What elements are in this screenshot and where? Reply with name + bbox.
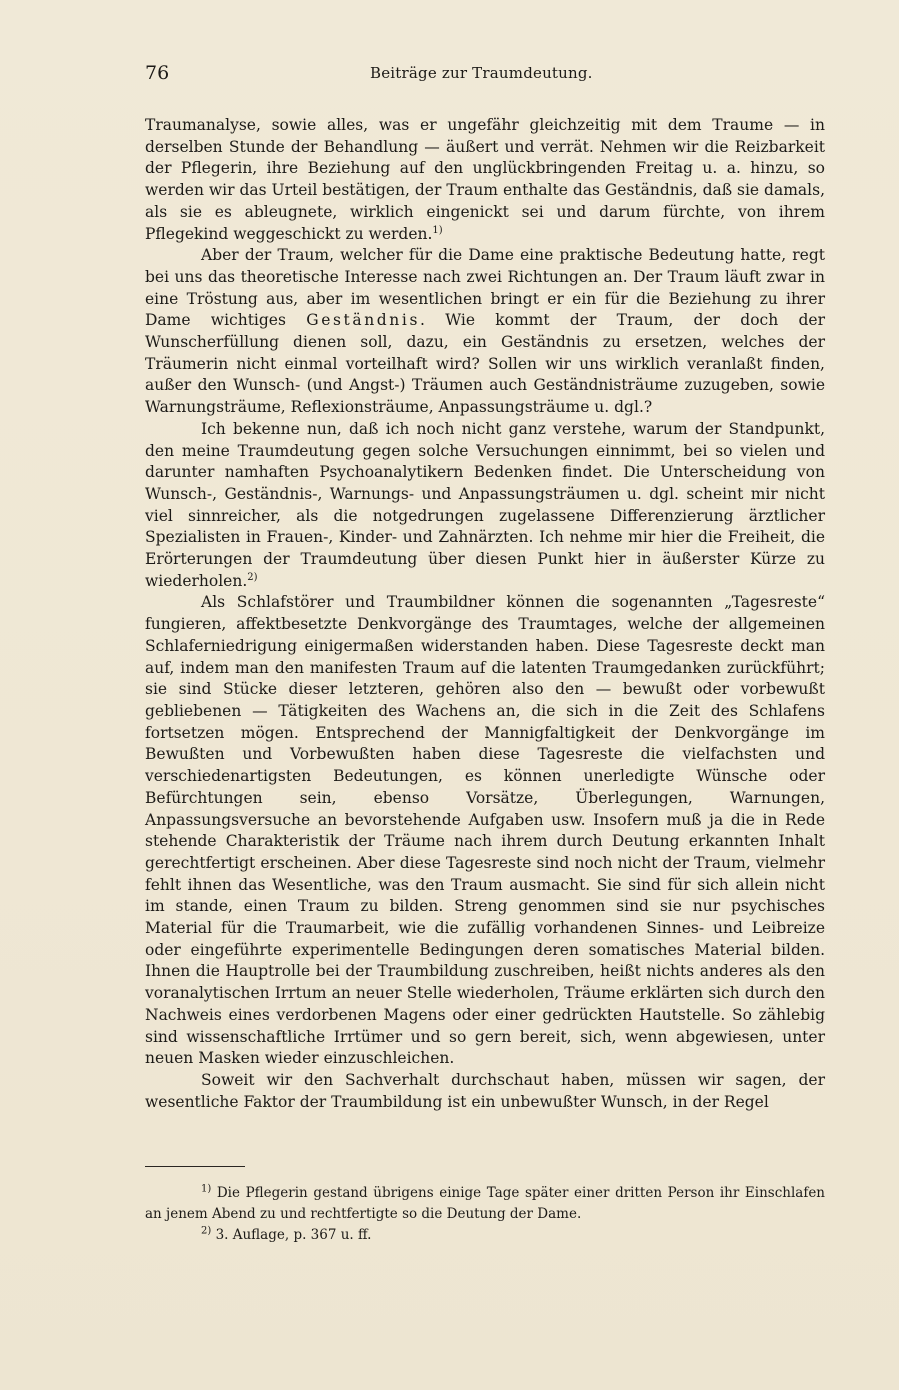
footnote-text: Die Pflegerin gestand übrigens einige Tage später einer dritten Person ihr Einschlafen an jenem Abend zu und rechtfertigte so die Deutung der Dame.	[145, 1185, 826, 1222]
paragraph-5	[145, 1070, 825, 1113]
footnote-text: 3. Auflage, p. 367 u. ff.	[215, 1227, 372, 1243]
footnote-marker: 2)	[201, 1225, 212, 1237]
paragraph-text: Als Schlafstörer und Traumbildner können die sogenannten „Tagesreste“ fungieren, affektbesetzte Denkvorgänge des Traumtages, welche der allgemeinen Schlaferniedrigung einigermaßen widerstanden haben. Diese Tagesreste deckt man auf, indem man den manifesten Traum auf die latenten Traumgedanken zurückführt; sie sind Stücke dieser letzteren, gehören also den — bewußt oder vorbewußt gebliebenen — Tätigkeiten des Wachens an, die sich in die Zeit des Schlafens fortsetzen mögen. Entsprechend der Mannigfaltigkeit der Denkvorgänge im Bewußten und Vorbewußten haben diese Tagesreste die vielfachsten und verschiedenartigsten Bedeutungen, es können unerledigte Wünsche oder Befürchtungen sein, ebenso Vorsätze, Überlegungen, Warnungen, Anpassungsversuche an bevorstehende Aufgaben usw. Insofern muß ja die in Rede stehende Charakteristik der Träume nach ihrem durch Deutung erkannten Inhalt gerechtfertigt erscheinen. Aber diese Tagesreste sind noch nicht der Traum, vielmehr fehlt ihnen das Wesentliche, was den Traum ausmacht. Sie sind für sich allein nicht im stande, einen Traum zu bilden. Streng genommen sind sie nur psychisches Material für die Traumarbeit, wie die zufällig vorhandenen Sinnes- und Leibreize oder eingeführte experimentelle Bedingungen deren somatisches Material bilden. Ihnen die Hauptrolle bei der Traumbildung zuschreiben, heißt nichts anderes als den voranalytischen Irrtum an neuer Stelle wiederholen, Träume erklärten sich durch den Nachweis eines verdorbenen Magens oder einer gedrückten Hautstelle. So zählebig sind wissenschaftliche Irrtümer und so gern bereit, sich, wenn abgewiesen, unter neuen Masken wieder einzuschleichen.	[145, 593, 825, 1068]
paragraph-text: Soweit wir den Sachverhalt durchschaut haben, müssen wir sagen, der wesentliche Faktor der Traumbildung ist ein unbewußter Wunsch, in der Regel	[145, 1070, 825, 1111]
body-text	[145, 115, 825, 1113]
footnote-reference: 1)	[432, 224, 443, 236]
paragraph-text: Ich bekenne nun, daß ich noch nicht ganz verstehe, warum der Standpunkt, den meine Traumdeutung gegen solche Versuchungen einnimmt, bei so vielen und darunter namhaften Psychoanalytikern Bedenken findet. Die Unterscheidung von Wunsch-, Geständnis-, Warnungs- und Anpassungsträumen u. dgl. scheint mir nicht viel sinnreicher, als die notgedrungen zugelassene Differenzierung ärztlicher Spezialisten in Frauen-, Kinder- und Zahnärzten. Ich nehme mir hier die Freiheit, die Erörterungen der Traumdeutung über diesen Punkt hier in äußerster Kürze zu wiederholen.	[145, 419, 825, 590]
emphasized-word: Geständnis	[306, 311, 420, 330]
paragraph-1	[145, 115, 825, 245]
running-title: Beiträge zur Traumdeutung.	[370, 64, 593, 82]
page-header	[145, 62, 825, 86]
footnote-reference: 2)	[247, 571, 258, 583]
footnotes	[145, 1183, 825, 1246]
page-number: 76	[145, 62, 170, 84]
footnote-1	[145, 1183, 825, 1225]
footnote-divider	[145, 1166, 245, 1167]
paragraph-2	[145, 245, 825, 419]
footnote-marker: 1)	[201, 1183, 212, 1195]
paragraph-text: Traumanalyse, sowie alles, was er ungefähr gleichzeitig mit dem Traume — in derselben Stunde der Behandlung — äußert und verrät. Nehmen wir die Reizbarkeit der Pflegerin, ihre Beziehung auf den unglückbringenden Freitag u. a. hinzu, so werden wir das Urteil bestätigen, der Traum enthalte das Geständnis, daß sie damals, als sie es ableugnete, wirklich eingenickt sei und darum fürchte, von ihrem Pflegekind weggeschickt zu werden.	[145, 116, 825, 243]
paragraph-text: . Wie kommt der Traum, der doch der Wunscherfüllung dienen soll, dazu, ein Geständnis zu ersetzen, welches der Träumerin nicht einmal vorteilhaft wird? Sollen wir uns wirklich veranlaßt finden, außer den Wunsch- (und Angst-) Träumen auch Geständnisträume zuzugeben, sowie Warnungsträume, Reflexionsträume, Anpassungsträume u. dgl.?	[145, 311, 825, 417]
footnote-2	[145, 1225, 825, 1246]
paragraph-3	[145, 419, 825, 593]
paragraph-4	[145, 592, 825, 1069]
paragraph-text: Aber der Traum, welcher für die Dame eine praktische Bedeutung hatte, regt bei uns das theoretische Interesse nach zwei Richtungen an. Der Traum läuft zwar in eine Tröstung aus, aber im wesentlichen bringt er ein für die Beziehung zu ihrer Dame wichtiges	[145, 246, 825, 330]
